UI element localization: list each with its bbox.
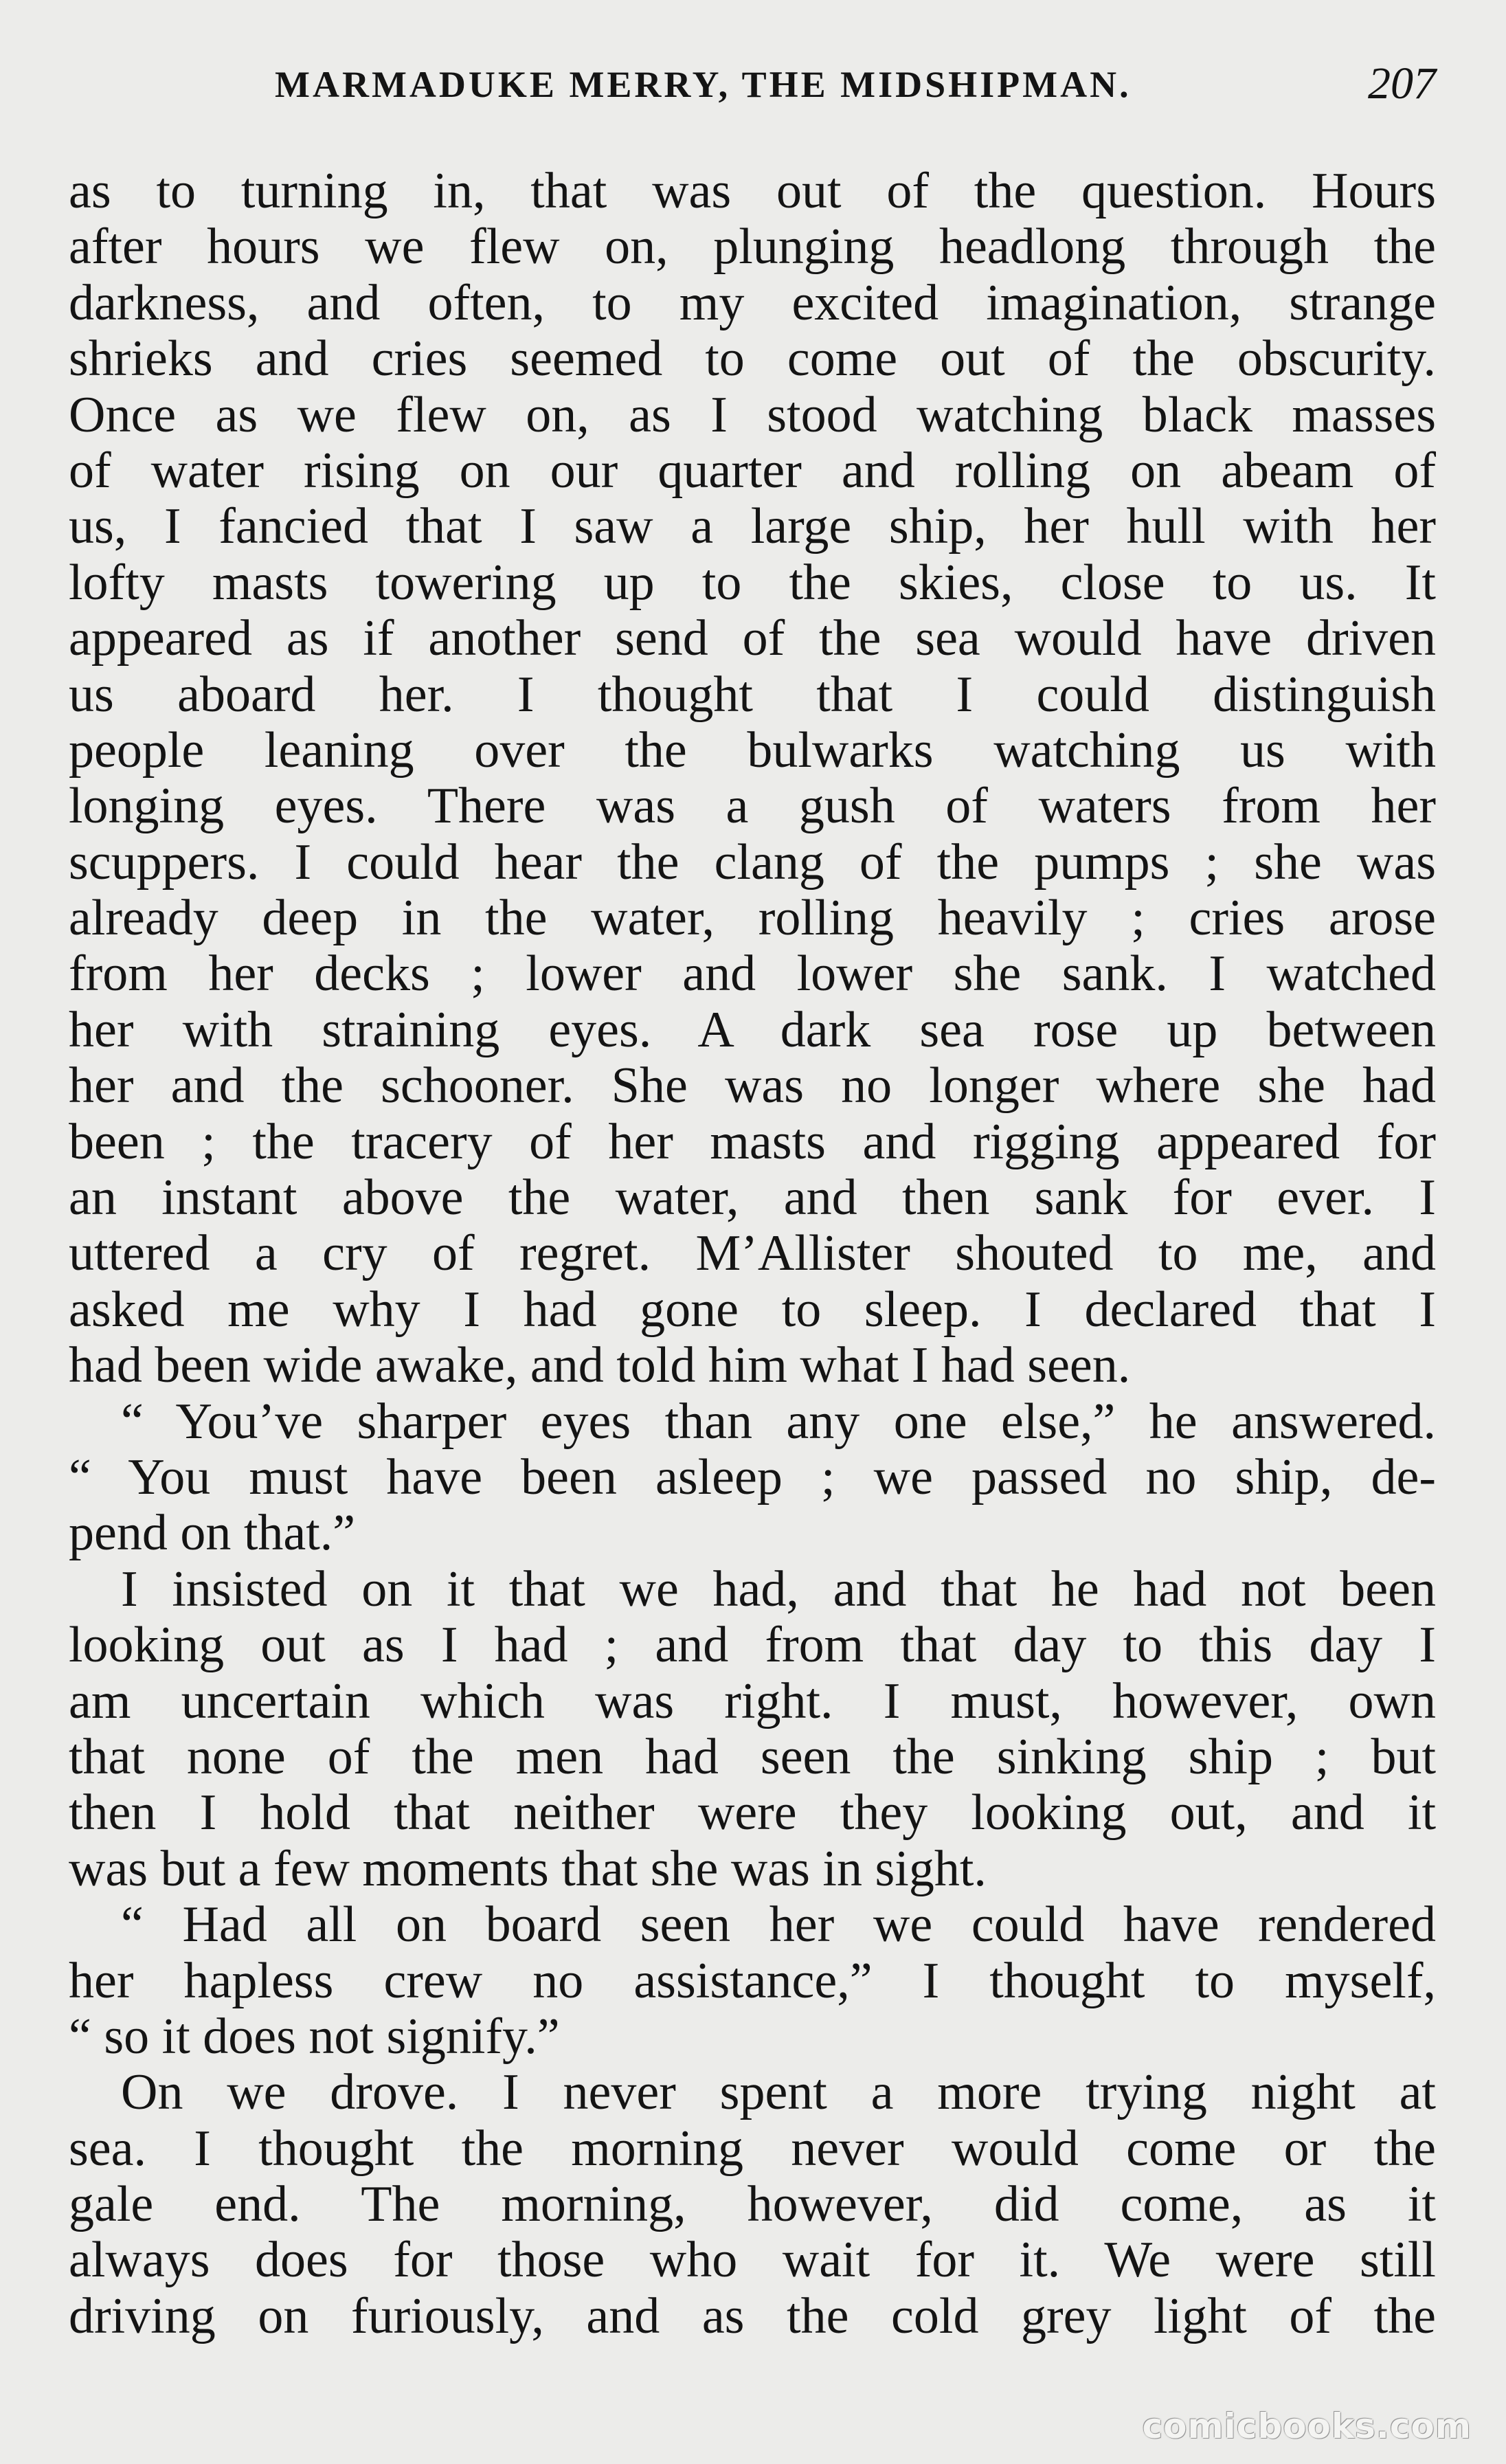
text-line: then I hold that neither were they looking out, and it — [69, 1785, 1436, 1841]
text-line: been ; the tracery of her masts and rigging appeared for — [69, 1114, 1436, 1170]
text-line: always does for those who wait for it. We were still — [69, 2232, 1436, 2289]
text-line: after hours we flew on, plunging headlong through the — [69, 219, 1436, 276]
text-line: “ so it does not signify.” — [69, 2008, 560, 2065]
text-line: driving on furiously, and as the cold grey light of the — [69, 2288, 1436, 2344]
text-line: uttered a cry of regret. M’Allister shouted to me, and — [69, 1226, 1436, 1282]
text-line: an instant above the water, and then sank for ever. I — [69, 1170, 1436, 1227]
text-line: us, I fancied that I saw a large ship, her hull with her — [69, 499, 1436, 555]
text-line: asked me why I had gone to sleep. I declared that I — [69, 1281, 1436, 1338]
text-line: lofty masts towering up to the skies, close to us. It — [69, 555, 1436, 611]
text-line: us aboard her. I thought that I could distinguish — [69, 667, 1436, 723]
text-line: “ Had all on board seen her we could have rendered — [121, 1897, 1436, 1953]
text-line: darkness, and often, to my excited imagination, strange — [69, 275, 1436, 331]
watermark: comicbooks.com — [1142, 2406, 1472, 2446]
text-line: longing eyes. There was a gush of waters from her — [69, 779, 1436, 835]
text-line: of water rising on our quarter and rolling on abeam of — [69, 443, 1436, 499]
text-line: from her decks ; lower and lower she sank. I watched — [69, 946, 1436, 1003]
text-line: looking out as I had ; and from that day to this day I — [69, 1617, 1436, 1674]
text-line: On we drove. I never spent a more trying night at — [121, 2065, 1436, 2121]
text-line: Once as we flew on, as I stood watching black masses — [69, 387, 1436, 443]
text-line: scuppers. I could hear the clang of the pumps ; she was — [69, 834, 1436, 891]
text-line: appeared as if another send of the sea would have driven — [69, 611, 1436, 667]
text-line: “ You must have been asleep ; we passed no ship, de- — [69, 1449, 1436, 1505]
text-line: shrieks and cries seemed to come out of the obscurity. — [69, 331, 1436, 388]
page-header — [69, 56, 1436, 111]
text-line: as to turning in, that was out of the question. Hours — [69, 164, 1436, 219]
text-line: already deep in the water, rolling heavily ; cries arose — [69, 891, 1436, 947]
text-line: am uncertain which was right. I must, however, own — [69, 1673, 1436, 1729]
body-text — [69, 164, 1436, 2344]
running-head: MARMADUKE MERRY, THE MIDSHIPMAN. — [275, 64, 1132, 105]
text-line: sea. I thought the morning never would come or the — [69, 2120, 1436, 2177]
text-line: I insisted on it that we had, and that he had not been — [121, 1561, 1436, 1617]
text-line: her and the schooner. She was no longer where she had — [69, 1058, 1436, 1115]
text-line: was but a few moments that she was in sight. — [69, 1841, 987, 1897]
text-line: gale end. The morning, however, did come, as it — [69, 2177, 1436, 2233]
text-line: people leaning over the bulwarks watching us with — [69, 722, 1436, 779]
text-line: had been wide awake, and told him what I had seen. — [69, 1338, 1131, 1394]
text-line: that none of the men had seen the sinking ship ; but — [69, 1729, 1436, 1785]
text-line: pend on that.” — [69, 1505, 356, 1562]
text-line: “ You’ve sharper eyes than any one else,” he answered. — [121, 1393, 1436, 1450]
page-number: 207 — [1368, 58, 1436, 109]
text-line: her hapless crew no assistance,” I thought to myself, — [69, 1953, 1436, 2009]
text-line: her with straining eyes. A dark sea rose up between — [69, 1002, 1436, 1058]
